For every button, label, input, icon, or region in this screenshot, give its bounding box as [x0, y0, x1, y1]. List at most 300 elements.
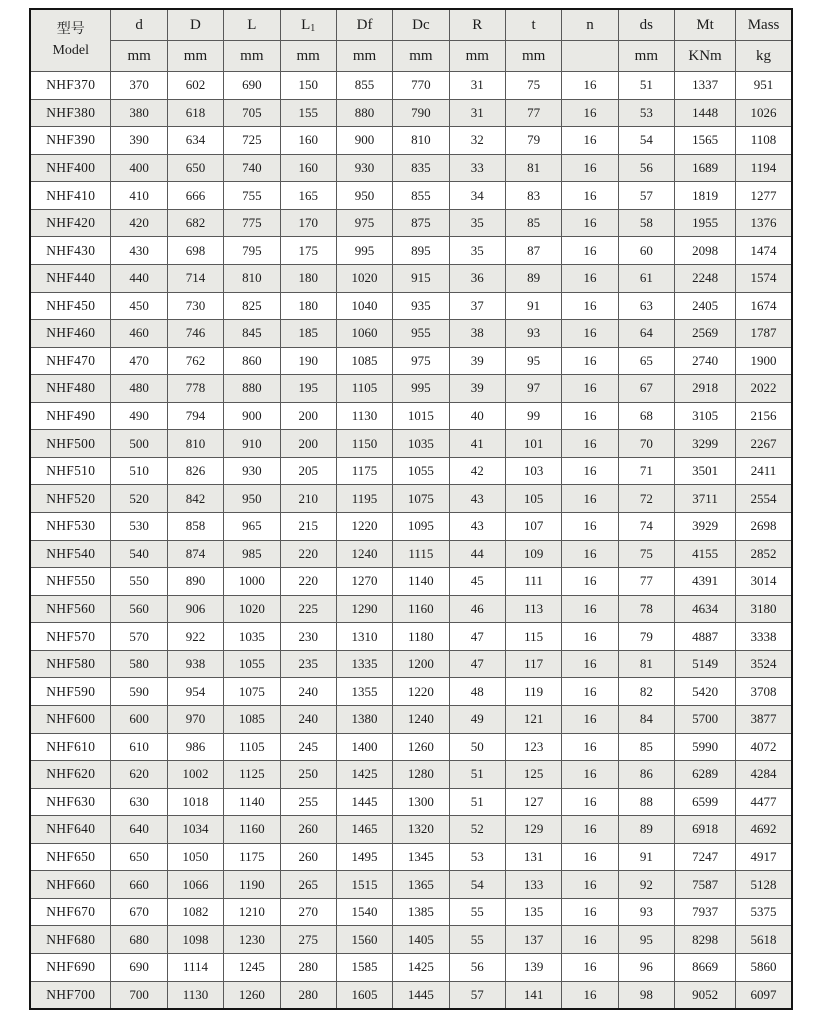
model-header-en: Model — [52, 42, 89, 58]
value-cell: 79 — [505, 127, 561, 155]
value-cell: 95 — [505, 347, 561, 375]
table-row — [30, 678, 792, 706]
value-cell: 6599 — [675, 788, 736, 816]
value-cell: 6289 — [675, 761, 736, 789]
value-cell: 1425 — [393, 954, 449, 982]
value-cell: 99 — [505, 402, 561, 430]
value-cell: 390 — [111, 127, 167, 155]
value-cell: 1190 — [224, 871, 280, 899]
value-cell: 880 — [336, 99, 392, 127]
value-cell: 4887 — [675, 623, 736, 651]
value-cell: 855 — [393, 182, 449, 210]
model-cell: NHF620 — [30, 761, 111, 789]
value-cell: 1115 — [393, 540, 449, 568]
value-cell: 1140 — [224, 788, 280, 816]
value-cell: 1376 — [736, 209, 792, 237]
table-row — [30, 954, 792, 982]
value-cell: 895 — [393, 237, 449, 265]
value-cell: 7247 — [675, 843, 736, 871]
value-cell: 49 — [449, 705, 505, 733]
value-cell: 35 — [449, 209, 505, 237]
table-row — [30, 871, 792, 899]
value-cell: 97 — [505, 375, 561, 403]
table-row — [30, 761, 792, 789]
value-cell: 16 — [562, 264, 618, 292]
value-cell: 1160 — [224, 816, 280, 844]
value-cell: 77 — [505, 99, 561, 127]
table-row — [30, 402, 792, 430]
value-cell: 775 — [224, 209, 280, 237]
value-cell: 16 — [562, 209, 618, 237]
value-cell: 1540 — [336, 898, 392, 926]
value-cell: 1098 — [167, 926, 223, 954]
value-cell: 46 — [449, 595, 505, 623]
value-cell: 155 — [280, 99, 336, 127]
value-cell: 139 — [505, 954, 561, 982]
value-cell: 3708 — [736, 678, 792, 706]
value-cell: 670 — [111, 898, 167, 926]
value-cell: 16 — [562, 347, 618, 375]
value-cell: 1026 — [736, 99, 792, 127]
value-cell: 602 — [167, 72, 223, 100]
value-cell: 2852 — [736, 540, 792, 568]
value-cell: 51 — [449, 788, 505, 816]
value-cell: 4692 — [736, 816, 792, 844]
value-cell: 690 — [224, 72, 280, 100]
value-cell: 7937 — [675, 898, 736, 926]
value-cell: 3180 — [736, 595, 792, 623]
value-cell: 794 — [167, 402, 223, 430]
value-cell: 370 — [111, 72, 167, 100]
table-row — [30, 843, 792, 871]
value-cell: 1040 — [336, 292, 392, 320]
model-cell: NHF410 — [30, 182, 111, 210]
value-cell: 255 — [280, 788, 336, 816]
value-cell: 47 — [449, 623, 505, 651]
value-cell: 16 — [562, 981, 618, 1009]
value-cell: 1085 — [336, 347, 392, 375]
value-cell: 3338 — [736, 623, 792, 651]
value-cell: 32 — [449, 127, 505, 155]
model-cell: NHF490 — [30, 402, 111, 430]
value-cell: 650 — [167, 154, 223, 182]
value-cell: 250 — [280, 761, 336, 789]
value-cell: 1020 — [336, 264, 392, 292]
value-cell: 41 — [449, 430, 505, 458]
value-cell: 16 — [562, 402, 618, 430]
value-cell: 91 — [618, 843, 674, 871]
model-cell: NHF440 — [30, 264, 111, 292]
value-cell: 16 — [562, 320, 618, 348]
value-cell: 205 — [280, 457, 336, 485]
value-cell: 975 — [336, 209, 392, 237]
value-cell: 56 — [618, 154, 674, 182]
value-cell: 93 — [505, 320, 561, 348]
column-header-3-l: $L_1$ — [280, 9, 336, 41]
value-cell: 1787 — [736, 320, 792, 348]
value-cell: 1425 — [336, 761, 392, 789]
model-cell: NHF570 — [30, 623, 111, 651]
value-cell: 64 — [618, 320, 674, 348]
value-cell: 16 — [562, 513, 618, 541]
value-cell: 175 — [280, 237, 336, 265]
value-cell: 3524 — [736, 650, 792, 678]
value-cell: 4072 — [736, 733, 792, 761]
table-row — [30, 127, 792, 155]
value-cell: 113 — [505, 595, 561, 623]
value-cell: 1160 — [393, 595, 449, 623]
value-cell: 420 — [111, 209, 167, 237]
column-header-9-ds: ds — [618, 9, 674, 41]
value-cell: 215 — [280, 513, 336, 541]
value-cell: 92 — [618, 871, 674, 899]
value-cell: 8298 — [675, 926, 736, 954]
value-cell: 995 — [336, 237, 392, 265]
value-cell: 2156 — [736, 402, 792, 430]
value-cell: 34 — [449, 182, 505, 210]
value-cell: 825 — [224, 292, 280, 320]
table-header — [30, 9, 792, 72]
value-cell: 500 — [111, 430, 167, 458]
value-cell: 1574 — [736, 264, 792, 292]
model-cell: NHF400 — [30, 154, 111, 182]
column-unit-0: mm — [111, 41, 167, 72]
table-row — [30, 926, 792, 954]
value-cell: 1175 — [336, 457, 392, 485]
value-cell: 1900 — [736, 347, 792, 375]
value-cell: 826 — [167, 457, 223, 485]
value-cell: 450 — [111, 292, 167, 320]
table-row — [30, 430, 792, 458]
value-cell: 39 — [449, 375, 505, 403]
value-cell: 1385 — [393, 898, 449, 926]
value-cell: 985 — [224, 540, 280, 568]
value-cell: 86 — [618, 761, 674, 789]
model-cell: NHF380 — [30, 99, 111, 127]
column-header-8-n: n — [562, 9, 618, 41]
value-cell: 180 — [280, 264, 336, 292]
value-cell: 680 — [111, 926, 167, 954]
value-cell: 770 — [393, 72, 449, 100]
table-row — [30, 981, 792, 1009]
value-cell: 1560 — [336, 926, 392, 954]
value-cell: 1474 — [736, 237, 792, 265]
value-cell: 1245 — [224, 954, 280, 982]
value-cell: 85 — [618, 733, 674, 761]
value-cell: 260 — [280, 843, 336, 871]
value-cell: 84 — [618, 705, 674, 733]
value-cell: 16 — [562, 623, 618, 651]
column-header-1-d: D — [167, 9, 223, 41]
value-cell: 790 — [393, 99, 449, 127]
table-row — [30, 264, 792, 292]
value-cell: 48 — [449, 678, 505, 706]
value-cell: 240 — [280, 678, 336, 706]
value-cell: 4284 — [736, 761, 792, 789]
model-cell: NHF480 — [30, 375, 111, 403]
value-cell: 860 — [224, 347, 280, 375]
value-cell: 43 — [449, 513, 505, 541]
value-cell: 39 — [449, 347, 505, 375]
value-cell: 1320 — [393, 816, 449, 844]
value-cell: 16 — [562, 127, 618, 155]
value-cell: 1095 — [393, 513, 449, 541]
value-cell: 1140 — [393, 568, 449, 596]
value-cell: 55 — [449, 926, 505, 954]
value-cell: 16 — [562, 871, 618, 899]
value-cell: 88 — [618, 788, 674, 816]
value-cell: 1465 — [336, 816, 392, 844]
value-cell: 74 — [618, 513, 674, 541]
value-cell: 16 — [562, 926, 618, 954]
value-cell: 16 — [562, 788, 618, 816]
value-cell: 410 — [111, 182, 167, 210]
value-cell: 16 — [562, 650, 618, 678]
value-cell: 1035 — [224, 623, 280, 651]
value-cell: 280 — [280, 981, 336, 1009]
value-cell: 31 — [449, 99, 505, 127]
table-row — [30, 292, 792, 320]
value-cell: 906 — [167, 595, 223, 623]
column-header-0-d: d — [111, 9, 167, 41]
value-cell: 16 — [562, 182, 618, 210]
value-cell: 45 — [449, 568, 505, 596]
value-cell: 874 — [167, 540, 223, 568]
value-cell: 1310 — [336, 623, 392, 651]
value-cell: 31 — [449, 72, 505, 100]
value-cell: 16 — [562, 761, 618, 789]
value-cell: 1050 — [167, 843, 223, 871]
value-cell: 16 — [562, 430, 618, 458]
value-cell: 3929 — [675, 513, 736, 541]
value-cell: 2267 — [736, 430, 792, 458]
model-cell: NHF610 — [30, 733, 111, 761]
model-cell: NHF420 — [30, 209, 111, 237]
value-cell: 2554 — [736, 485, 792, 513]
value-cell: 698 — [167, 237, 223, 265]
value-cell: 190 — [280, 347, 336, 375]
value-cell: 38 — [449, 320, 505, 348]
value-cell: 975 — [393, 347, 449, 375]
value-cell: 117 — [505, 650, 561, 678]
value-cell: 5618 — [736, 926, 792, 954]
column-header-model — [30, 9, 111, 72]
value-cell: 1055 — [224, 650, 280, 678]
value-cell: 1055 — [393, 457, 449, 485]
value-cell: 109 — [505, 540, 561, 568]
value-cell: 1020 — [224, 595, 280, 623]
value-cell: 935 — [393, 292, 449, 320]
value-cell: 125 — [505, 761, 561, 789]
value-cell: 16 — [562, 843, 618, 871]
value-cell: 2569 — [675, 320, 736, 348]
model-header-zh: 型号 — [56, 22, 85, 38]
column-unit-2: mm — [224, 41, 280, 72]
value-cell: 37 — [449, 292, 505, 320]
value-cell: 1230 — [224, 926, 280, 954]
value-cell: 150 — [280, 72, 336, 100]
value-cell: 470 — [111, 347, 167, 375]
value-cell: 53 — [618, 99, 674, 127]
value-cell: 890 — [167, 568, 223, 596]
value-cell: 53 — [449, 843, 505, 871]
value-cell: 590 — [111, 678, 167, 706]
value-cell: 1060 — [336, 320, 392, 348]
value-cell: 1125 — [224, 761, 280, 789]
value-cell: 185 — [280, 320, 336, 348]
table-body — [30, 72, 792, 1010]
value-cell: 835 — [393, 154, 449, 182]
value-cell: 58 — [618, 209, 674, 237]
value-cell: 778 — [167, 375, 223, 403]
model-cell: NHF590 — [30, 678, 111, 706]
value-cell: 137 — [505, 926, 561, 954]
value-cell: 195 — [280, 375, 336, 403]
model-cell: NHF520 — [30, 485, 111, 513]
value-cell: 510 — [111, 457, 167, 485]
value-cell: 87 — [505, 237, 561, 265]
column-header-2-l: L — [224, 9, 280, 41]
column-unit-11: kg — [736, 41, 792, 72]
value-cell: 1380 — [336, 705, 392, 733]
model-cell: NHF660 — [30, 871, 111, 899]
value-cell: 16 — [562, 678, 618, 706]
value-cell: 540 — [111, 540, 167, 568]
column-unit-5: mm — [393, 41, 449, 72]
model-cell: NHF500 — [30, 430, 111, 458]
value-cell: 5128 — [736, 871, 792, 899]
value-cell: 1240 — [336, 540, 392, 568]
value-cell: 1355 — [336, 678, 392, 706]
column-unit-7: mm — [505, 41, 561, 72]
value-cell: 280 — [280, 954, 336, 982]
value-cell: 1195 — [336, 485, 392, 513]
value-cell: 630 — [111, 788, 167, 816]
value-cell: 135 — [505, 898, 561, 926]
value-cell: 105 — [505, 485, 561, 513]
value-cell: 795 — [224, 237, 280, 265]
header-row-labels — [30, 9, 792, 41]
value-cell: 107 — [505, 513, 561, 541]
table-row — [30, 623, 792, 651]
value-cell: 530 — [111, 513, 167, 541]
table-row — [30, 375, 792, 403]
value-cell: 762 — [167, 347, 223, 375]
value-cell: 72 — [618, 485, 674, 513]
value-cell: 1448 — [675, 99, 736, 127]
value-cell: 3014 — [736, 568, 792, 596]
table-row — [30, 733, 792, 761]
table-row — [30, 540, 792, 568]
model-cell: NHF370 — [30, 72, 111, 100]
value-cell: 1445 — [336, 788, 392, 816]
value-cell: 950 — [336, 182, 392, 210]
value-cell: 2918 — [675, 375, 736, 403]
model-cell: NHF460 — [30, 320, 111, 348]
value-cell: 1085 — [224, 705, 280, 733]
column-unit-4: mm — [336, 41, 392, 72]
value-cell: 1130 — [336, 402, 392, 430]
value-cell: 3877 — [736, 705, 792, 733]
column-header-6-r: R — [449, 9, 505, 41]
value-cell: 51 — [449, 761, 505, 789]
value-cell: 915 — [393, 264, 449, 292]
value-cell: 180 — [280, 292, 336, 320]
value-cell: 1674 — [736, 292, 792, 320]
table-row — [30, 72, 792, 100]
value-cell: 52 — [449, 816, 505, 844]
value-cell: 600 — [111, 705, 167, 733]
value-cell: 1400 — [336, 733, 392, 761]
value-cell: 922 — [167, 623, 223, 651]
value-cell: 225 — [280, 595, 336, 623]
value-cell: 260 — [280, 816, 336, 844]
value-cell: 1066 — [167, 871, 223, 899]
value-cell: 44 — [449, 540, 505, 568]
value-cell: 165 — [280, 182, 336, 210]
value-cell: 1002 — [167, 761, 223, 789]
value-cell: 133 — [505, 871, 561, 899]
value-cell: 746 — [167, 320, 223, 348]
value-cell: 1365 — [393, 871, 449, 899]
value-cell: 1280 — [393, 761, 449, 789]
value-cell: 60 — [618, 237, 674, 265]
value-cell: 7587 — [675, 871, 736, 899]
value-cell: 440 — [111, 264, 167, 292]
value-cell: 1260 — [393, 733, 449, 761]
value-cell: 6097 — [736, 981, 792, 1009]
value-cell: 618 — [167, 99, 223, 127]
value-cell: 1689 — [675, 154, 736, 182]
value-cell: 55 — [449, 898, 505, 926]
value-cell: 96 — [618, 954, 674, 982]
value-cell: 400 — [111, 154, 167, 182]
value-cell: 67 — [618, 375, 674, 403]
value-cell: 1105 — [224, 733, 280, 761]
column-unit-6: mm — [449, 41, 505, 72]
table-row — [30, 182, 792, 210]
value-cell: 4917 — [736, 843, 792, 871]
value-cell: 3299 — [675, 430, 736, 458]
value-cell: 68 — [618, 402, 674, 430]
value-cell: 77 — [618, 568, 674, 596]
value-cell: 2022 — [736, 375, 792, 403]
value-cell: 650 — [111, 843, 167, 871]
value-cell: 4391 — [675, 568, 736, 596]
value-cell: 1819 — [675, 182, 736, 210]
value-cell: 101 — [505, 430, 561, 458]
value-cell: 127 — [505, 788, 561, 816]
value-cell: 1035 — [393, 430, 449, 458]
value-cell: 560 — [111, 595, 167, 623]
value-cell: 4477 — [736, 788, 792, 816]
value-cell: 580 — [111, 650, 167, 678]
value-cell: 954 — [167, 678, 223, 706]
value-cell: 81 — [618, 650, 674, 678]
value-cell: 570 — [111, 623, 167, 651]
table-row — [30, 788, 792, 816]
value-cell: 89 — [505, 264, 561, 292]
value-cell: 119 — [505, 678, 561, 706]
model-cell: NHF550 — [30, 568, 111, 596]
value-cell: 235 — [280, 650, 336, 678]
value-cell: 75 — [505, 72, 561, 100]
value-cell: 1495 — [336, 843, 392, 871]
value-cell: 265 — [280, 871, 336, 899]
value-cell: 1150 — [336, 430, 392, 458]
value-cell: 245 — [280, 733, 336, 761]
value-cell: 270 — [280, 898, 336, 926]
